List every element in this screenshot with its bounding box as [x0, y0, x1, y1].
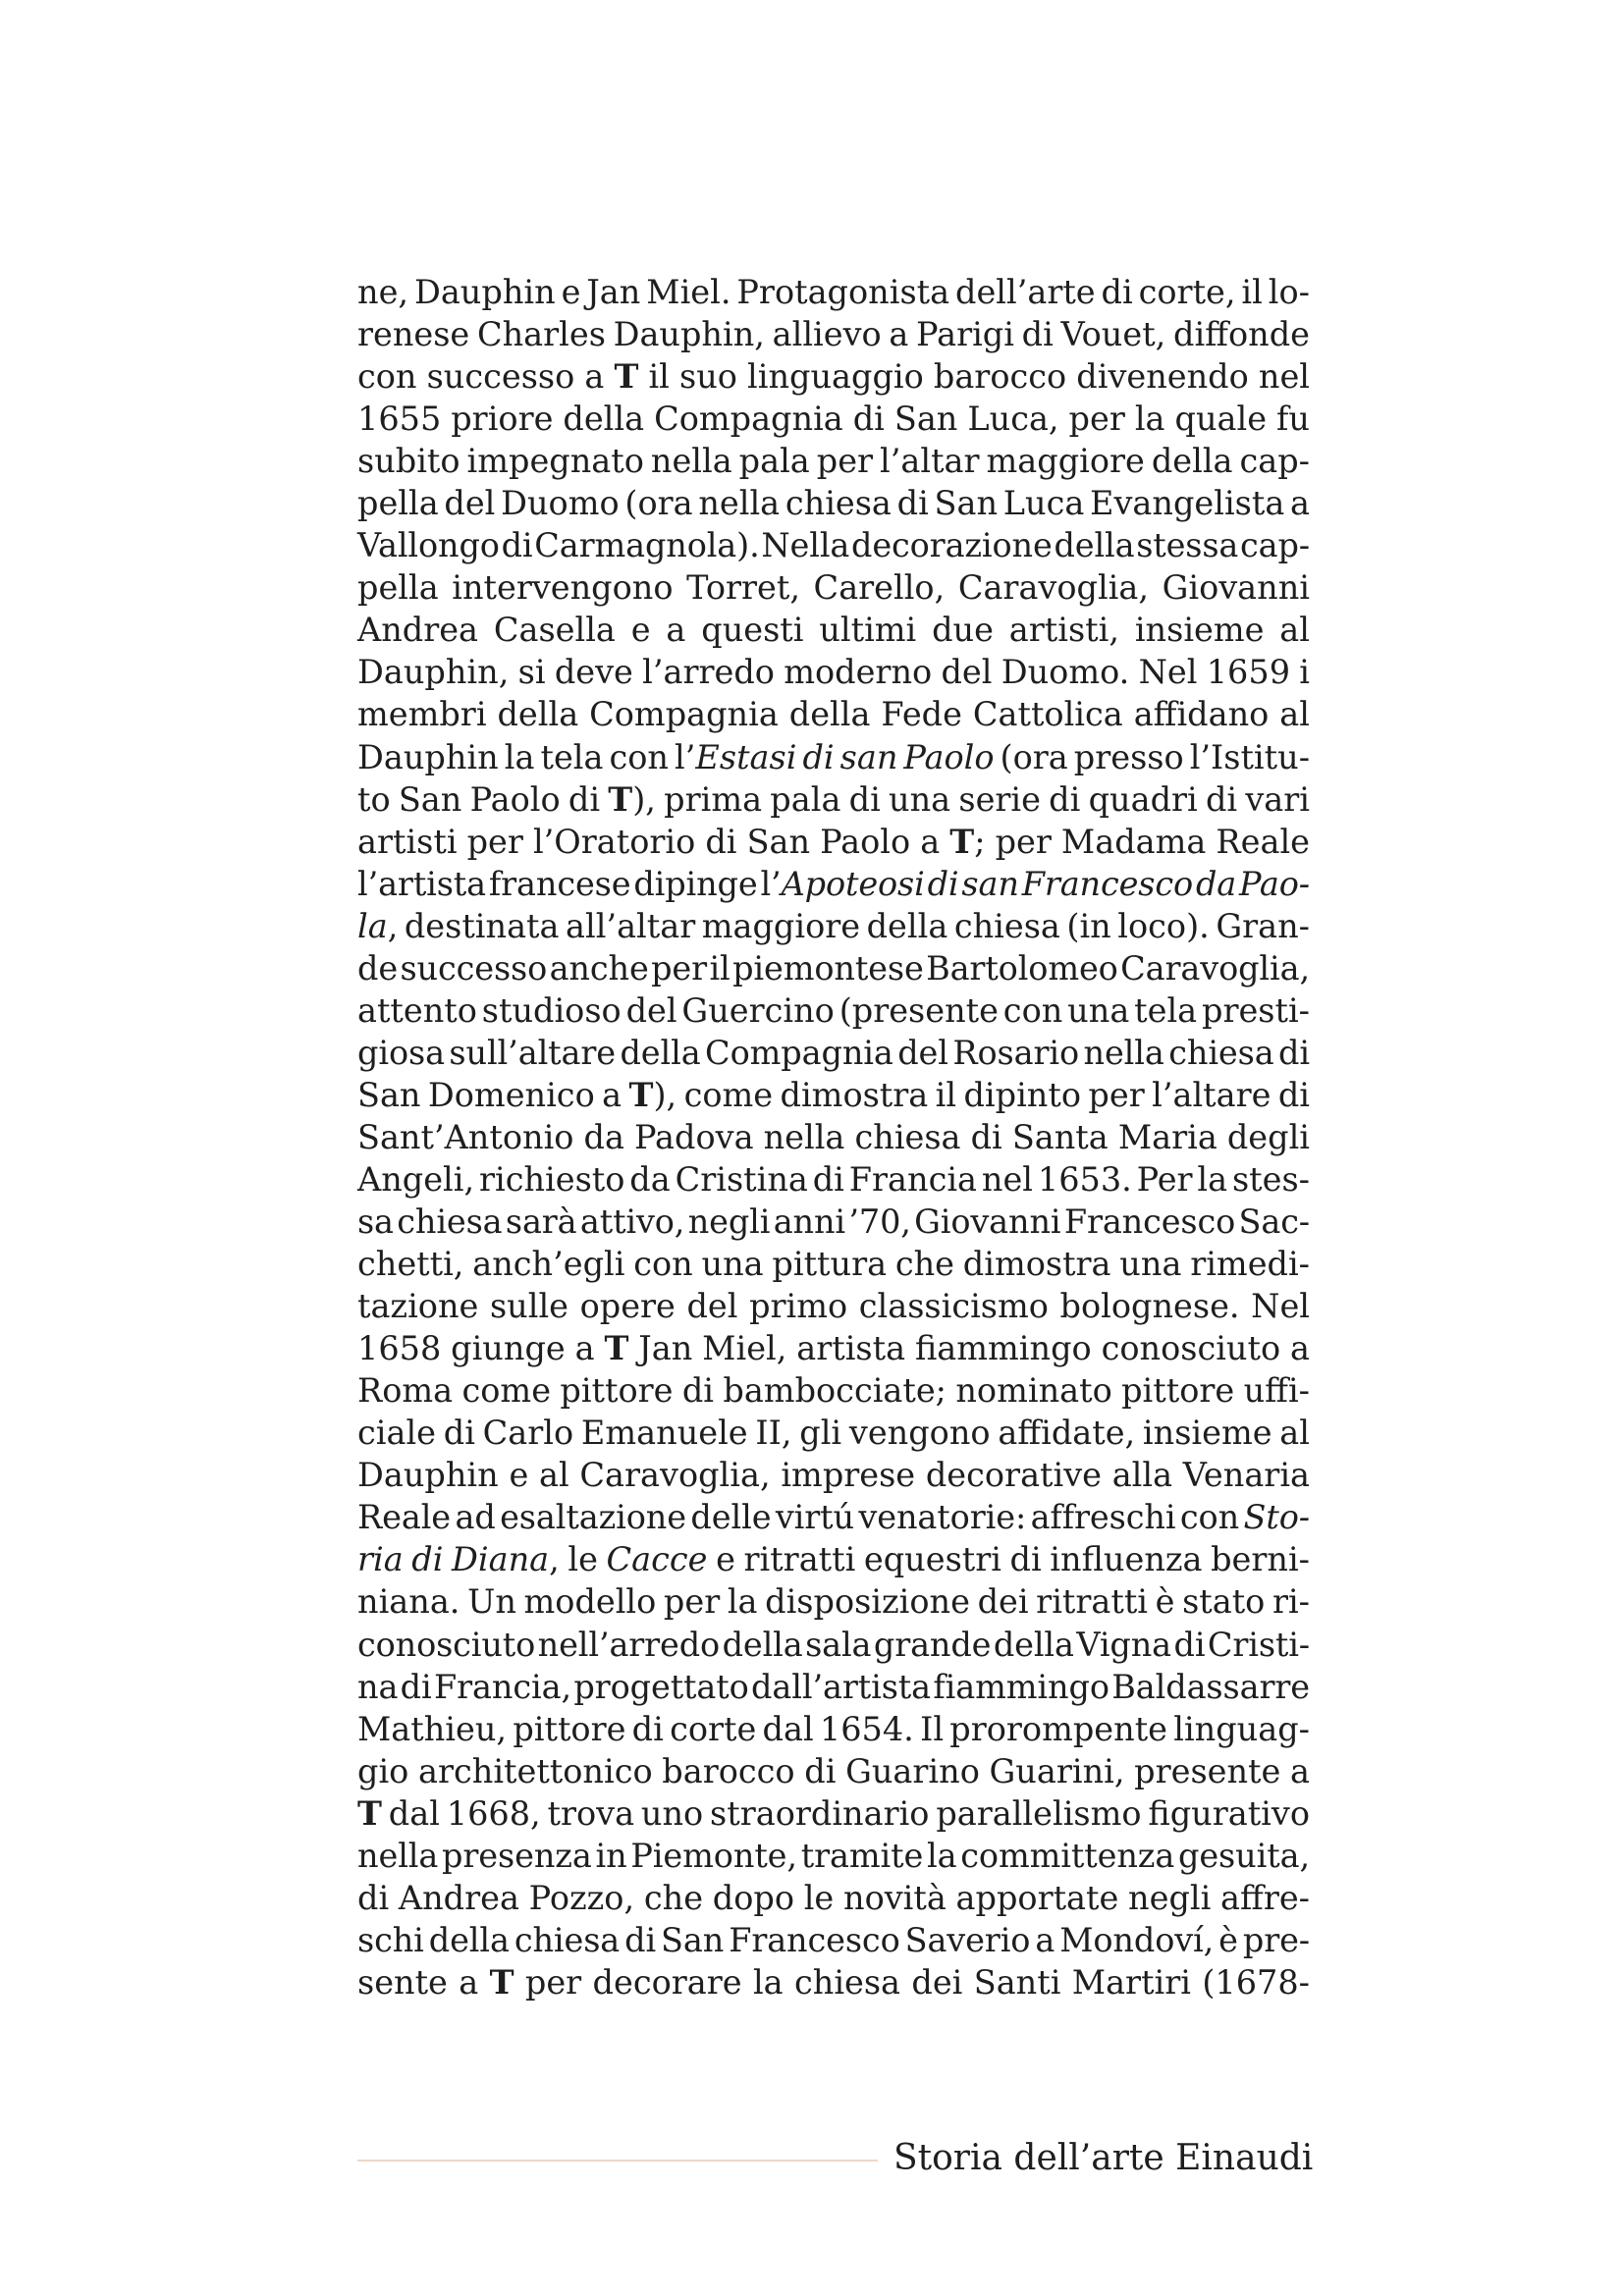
- text-segment: 1655 priore della Compagnia di San Luca, per la quale fu: [357, 400, 1310, 439]
- text-line: [357, 566, 1310, 609]
- text-segment: schi della chiesa di San Francesco Saverio a Mondoví, è pre-: [357, 1920, 1310, 1959]
- text-segment: Sant’Antonio da Padova nella chiesa di Santa Maria degli: [357, 1117, 1310, 1156]
- text-segment: niana. Un modello per la disposizione dei ritratti è stato ri-: [357, 1582, 1310, 1622]
- text-line: [357, 1201, 1310, 1243]
- text-segment: artisti per l’Oratorio di San Paolo a: [357, 822, 950, 861]
- text-segment: e ritratti equestri di influenza berni-: [707, 1540, 1310, 1579]
- text-line: [357, 1454, 1310, 1496]
- text-segment: per decorare la chiesa dei Santi Martiri (1678-: [514, 1962, 1310, 2002]
- artwork-title: la: [357, 906, 388, 945]
- text-line: [357, 989, 1310, 1032]
- text-line: [357, 313, 1310, 355]
- body-text: [357, 271, 1310, 2003]
- text-line: [357, 1919, 1310, 1961]
- artwork-title: Cacce: [606, 1540, 708, 1579]
- text-segment: l’artista francese dipinge l’: [357, 864, 782, 903]
- text-line: [357, 778, 1310, 821]
- text-segment: di Andrea Pozzo, che dopo le novità apportate negli affre-: [357, 1878, 1310, 1917]
- text-segment: ciale di Carlo Emanuele II, gli vengono affidate, insieme al: [357, 1414, 1310, 1453]
- text-line: [357, 905, 1310, 947]
- text-line: [357, 1285, 1310, 1327]
- text-line: [357, 947, 1310, 989]
- text-line: [357, 1708, 1310, 1750]
- text-segment: pella intervengono Torret, Carello, Caravoglia, Giovanni: [357, 568, 1310, 608]
- text-line: [357, 1074, 1310, 1116]
- text-line: [357, 1496, 1310, 1538]
- artwork-title: Estasi di san Paolo: [695, 737, 995, 776]
- text-line: [357, 524, 1310, 566]
- text-segment: na di Francia, progettato dall’artista fiammingo Baldassarre: [357, 1667, 1310, 1706]
- text-line: [357, 609, 1310, 651]
- text-segment: sa chiesa sarà attivo, negli anni ’70, Giovanni Francesco Sac-: [357, 1202, 1310, 1242]
- text-line: [357, 1666, 1310, 1708]
- text-line: [357, 482, 1310, 524]
- city-abbreviation: T: [608, 779, 633, 819]
- text-line: [357, 355, 1310, 398]
- text-segment: ne, Dauphin e Jan Miel. Protagonista dell’arte di corte, il lo-: [357, 273, 1310, 311]
- text-line: [357, 1412, 1310, 1454]
- text-segment: Dauphin la tela con l’: [357, 737, 696, 776]
- text-segment: Reale ad esaltazione delle virtú venatorie: affreschi con: [357, 1498, 1244, 1537]
- text-segment: (ora presso l’Istitu-: [994, 737, 1311, 776]
- text-segment: chetti, anch’egli con una pittura che dimostra una rimedi-: [357, 1245, 1310, 1284]
- city-abbreviation: T: [489, 1962, 514, 2002]
- text-line: [357, 1158, 1310, 1201]
- text-segment: Angeli, richiesto da Cristina di Francia nel 1653. Per la stes-: [357, 1159, 1310, 1199]
- text-line: [357, 1580, 1310, 1623]
- text-segment: il suo linguaggio barocco divenendo nel: [638, 357, 1310, 397]
- text-line: [357, 1835, 1310, 1877]
- footer-rule: [357, 2160, 878, 2162]
- artwork-title: Sto-: [1243, 1498, 1310, 1537]
- text-line: [357, 271, 1310, 313]
- text-segment: attento studioso del Guercino (presente con una tela presti-: [357, 990, 1310, 1030]
- artwork-title: ria di Diana: [357, 1540, 550, 1579]
- text-line: [357, 1538, 1310, 1580]
- text-segment: membri della Compagnia della Fede Cattolica affidano al: [357, 695, 1310, 734]
- text-segment: sente a: [357, 1962, 490, 2002]
- text-segment: nella presenza in Piemonte, tramite la committenza gesuita,: [357, 1836, 1310, 1875]
- text-segment: Dauphin, si deve l’arredo moderno del Duomo. Nel 1659 i: [357, 653, 1310, 692]
- text-line: [357, 1032, 1310, 1074]
- text-line: [357, 1961, 1310, 2003]
- city-abbreviation: T: [949, 822, 975, 861]
- text-line: [357, 1116, 1310, 1158]
- text-segment: de successo anche per il piemontese Bartolomeo Caravoglia,: [357, 948, 1310, 988]
- city-abbreviation: T: [604, 1329, 629, 1368]
- text-line: [357, 1792, 1310, 1835]
- text-line: [357, 863, 1310, 905]
- city-abbreviation: T: [628, 1075, 654, 1114]
- text-segment: Vallongo di Carmagnola). Nella decorazione della stessa cap-: [357, 526, 1310, 565]
- text-line: [357, 1624, 1310, 1666]
- city-abbreviation: T: [614, 357, 639, 397]
- text-line: [357, 1327, 1310, 1369]
- text-line: [357, 821, 1310, 863]
- text-segment: subito impegnato nella pala per l’altar maggiore della cap-: [357, 442, 1310, 481]
- text-segment: ), come dimostra il dipinto per l’altare di: [653, 1075, 1310, 1114]
- text-segment: Mathieu, pittore di corte dal 1654. Il prorompente linguag-: [357, 1709, 1310, 1748]
- text-line: [357, 736, 1310, 778]
- text-line: [357, 1750, 1310, 1792]
- text-segment: gio architettonico barocco di Guarino Guarini, presente a: [357, 1751, 1310, 1790]
- text-segment: Roma come pittore di bambocciate; nominato pittore uffi-: [357, 1371, 1310, 1411]
- text-line: [357, 1243, 1310, 1285]
- text-line: [357, 1369, 1310, 1412]
- text-segment: tazione sulle opere del primo classicismo bolognese. Nel: [357, 1287, 1310, 1326]
- text-segment: Jan Miel, artista fiammingo conosciuto a: [628, 1329, 1310, 1368]
- city-abbreviation: T: [357, 1793, 382, 1833]
- artwork-title: Apoteosi di san Francesco da Pao-: [781, 864, 1310, 903]
- text-segment: giosa sull’altare della Compagnia del Rosario nella chiesa di: [357, 1033, 1310, 1072]
- text-segment: , le: [549, 1540, 607, 1579]
- text-line: [357, 1877, 1310, 1919]
- text-segment: ), prima pala di una serie di quadri di vari: [632, 779, 1310, 819]
- text-segment: con successo a: [357, 357, 615, 397]
- text-segment: Andrea Casella e a questi ultimi due artisti, insieme al: [357, 611, 1310, 650]
- text-segment: conosciuto nell’arredo della sala grande della Vigna di Cristi-: [357, 1625, 1310, 1664]
- text-line: [357, 440, 1310, 482]
- text-segment: renese Charles Dauphin, allievo a Parigi di Vouet, diffonde: [357, 315, 1310, 354]
- text-line: [357, 398, 1310, 440]
- footer-title: Storia dell’arte Einaudi: [893, 2138, 1314, 2178]
- text-line: [357, 651, 1310, 693]
- text-segment: to San Paolo di: [357, 779, 609, 819]
- text-segment: San Domenico a: [357, 1075, 629, 1114]
- text-segment: pella del Duomo (ora nella chiesa di San Luca Evangelista a: [357, 484, 1310, 523]
- text-segment: , destinata all’altar maggiore della chiesa (in loco). Gran-: [387, 906, 1310, 945]
- text-line: [357, 693, 1310, 735]
- text-segment: dal 1668, trova uno straordinario parallelismo figurativo: [381, 1793, 1310, 1833]
- text-segment: 1658 giunge a: [357, 1329, 605, 1368]
- text-segment: Dauphin e al Caravoglia, imprese decorative alla Venaria: [357, 1456, 1310, 1495]
- text-segment: ; per Madama Reale: [974, 822, 1310, 861]
